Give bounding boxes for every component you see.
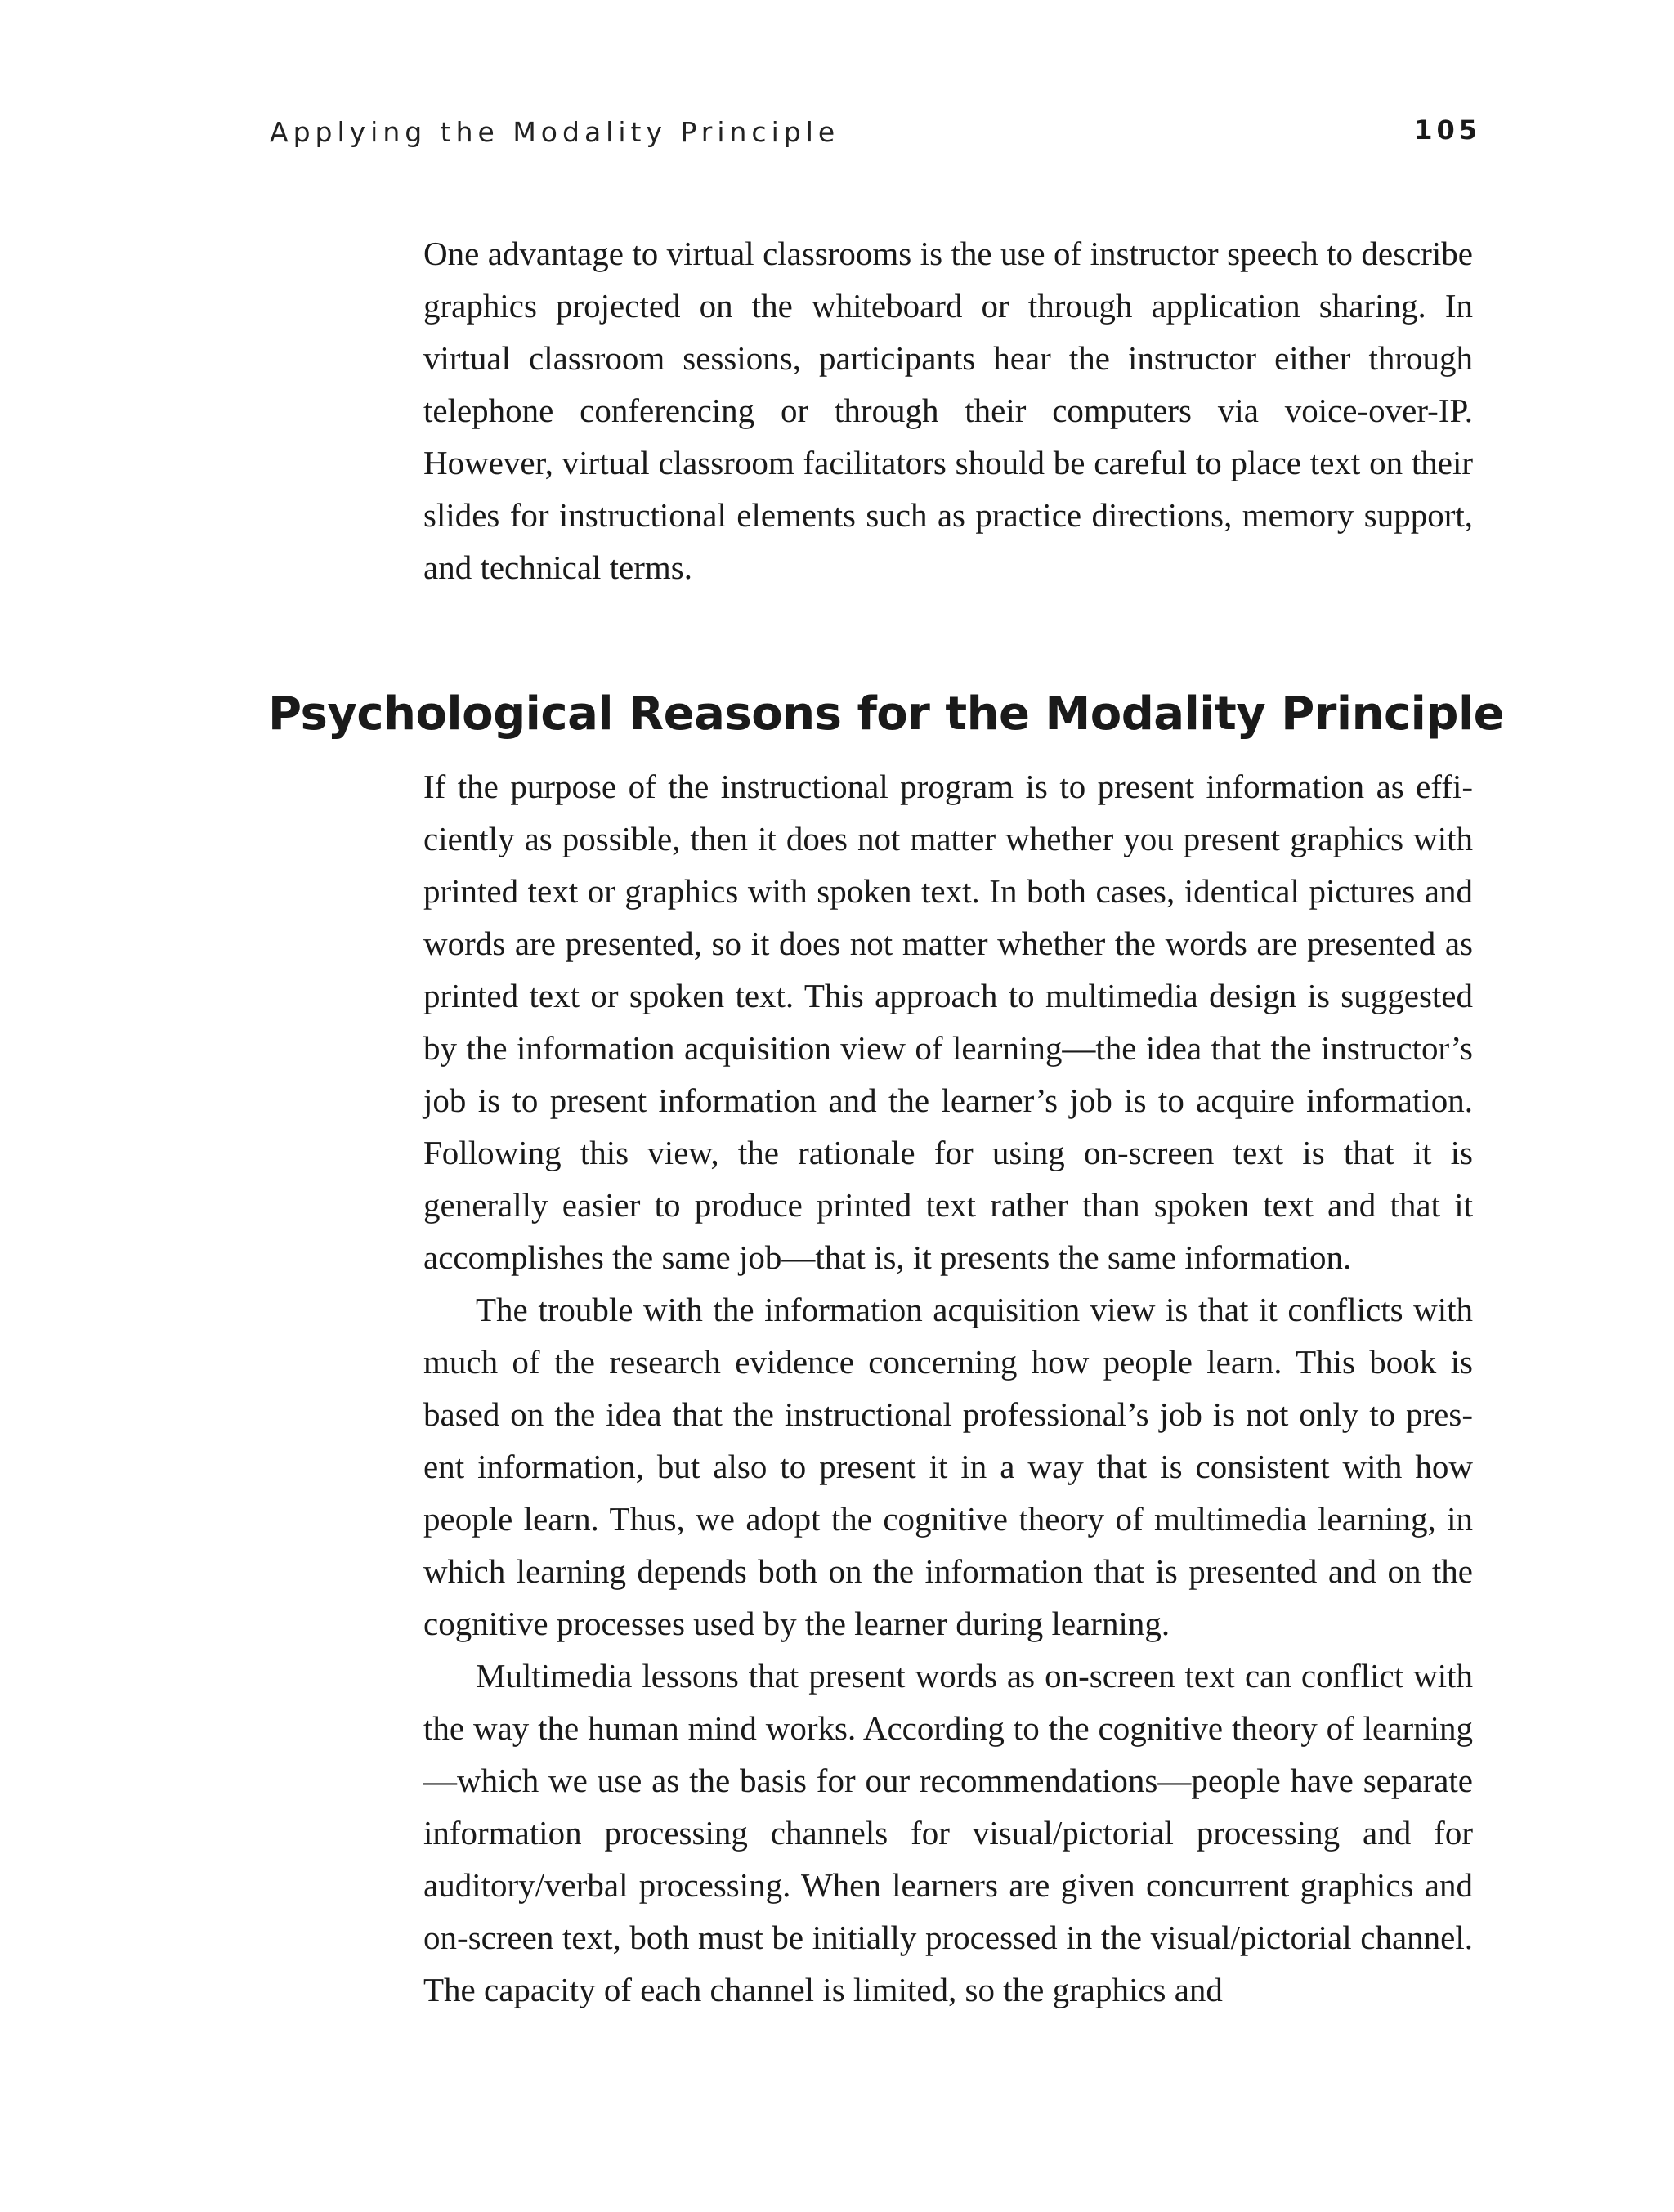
section-text-block xyxy=(423,760,1473,2016)
intro-text-block xyxy=(423,227,1473,593)
section-heading: Psychological Reasons for the Modality Principle xyxy=(268,687,1505,741)
page-number: 105 xyxy=(1414,114,1481,146)
section-paragraph-1: If the purpose of the instructional program is to present information as efficiently as possible, then it does not matter whether you present graphics with printed text or graphics with spoken text. In both cases, identical pictures and words are presented, so it does not matter whether the words are presented as printed text or spoken text. This approach to multimedia design is suggested by the information acquisition view of learning—the idea that the instructor’s job is to present information and the learner’s job is to acquire information. Following this view, the rationale for using on-screen text is that it is generally easier to produce printed text rather than spoken text and that it accomplishes the same job—that is, it presents the same information. xyxy=(423,768,1473,1276)
running-head-title: Applying the Modality Principle xyxy=(270,116,840,148)
intro-paragraph: One advantage to virtual classrooms is the use of instructor speech to describe graphics projected on the whiteboard or through application sharing. In virtual classroom sessions, participants hear the instructor either through telephone conferencing or through their computers via voice-over-IP. However, virtual classroom facilitators should be careful to place text on their slides for instructional elements such as practice directions, memory support, and technical terms. xyxy=(423,235,1473,586)
section-paragraph-3: Multimedia lessons that present words as on-screen text can conflict with the way the human mind works. According to the cognitive theory of learning—which we use as the basis for our recommendations—people have separate information processing channels for visual/pictorial processing and for auditory/verbal processing. When learners are given concurrent graphics and on-screen text, both must be initially processed in the visual/pictorial channel. The capacity of each channel is limited, so the graphics and xyxy=(423,1657,1473,2008)
section-paragraph-2: The trouble with the information acquisition view is that it conflicts with much of the research evidence concerning how people learn. This book is based on the idea that the instructional professional’s job is not only to present information, but also to present it in a way that is consistent with how people learn. Thus, we adopt the cognitive theory of multimedia learning, in which learning depends both on the information that is presented and on the cognitive processes used by the learner during learning. xyxy=(423,1291,1473,1642)
